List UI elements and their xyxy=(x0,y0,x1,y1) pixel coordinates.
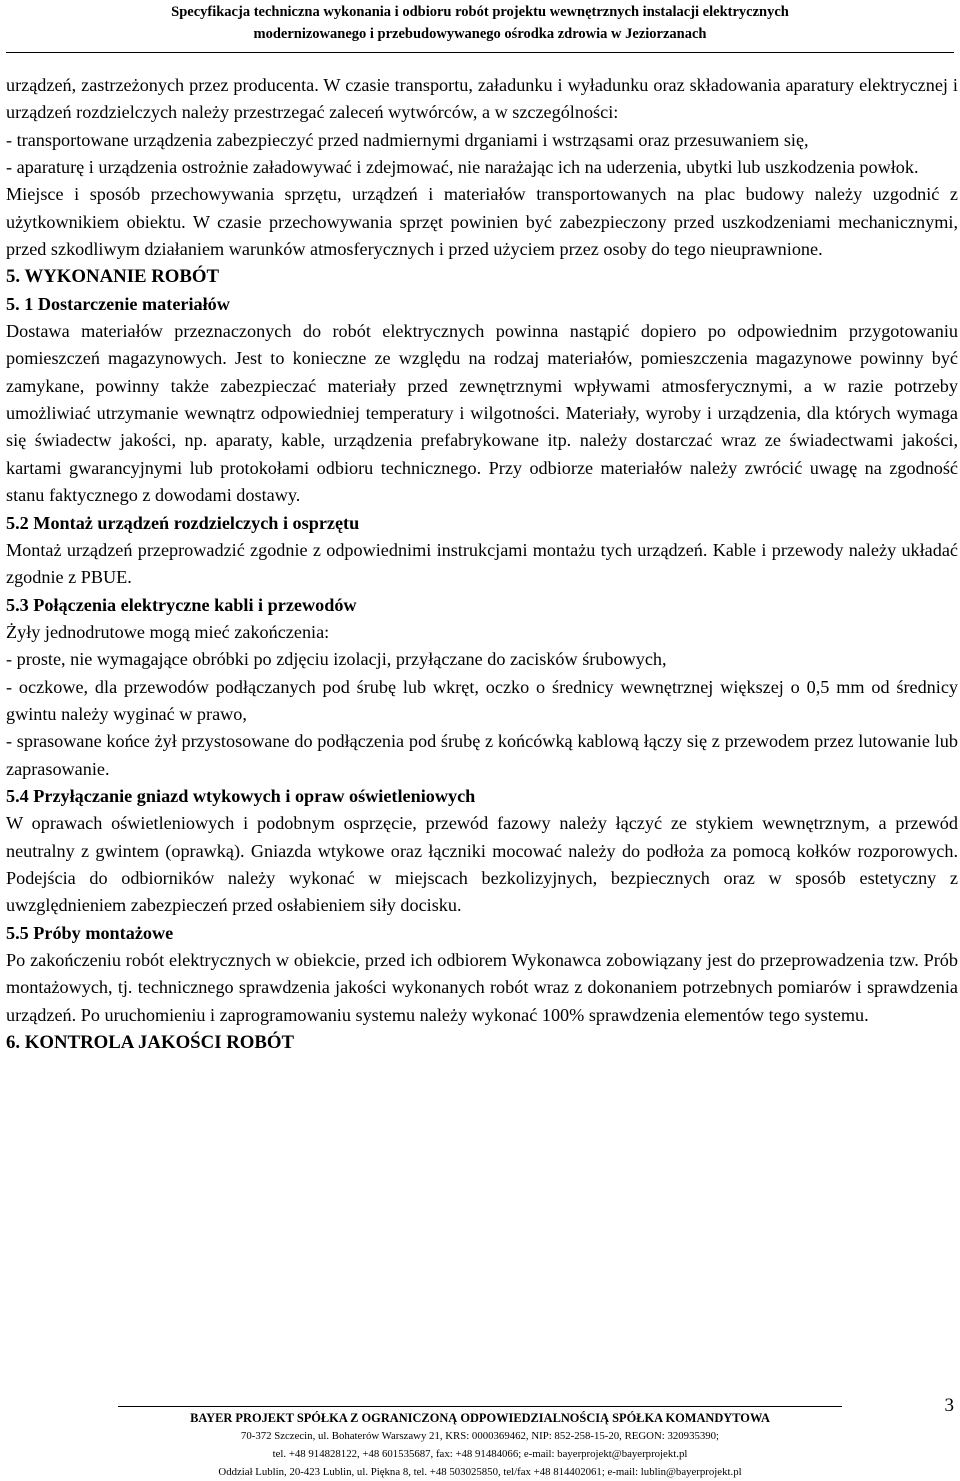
subsection-heading-5-2: 5.2 Montaż urządzeń rozdzielczych i osprzętu xyxy=(6,512,360,533)
subsection-heading-5-5: 5.5 Próby montażowe xyxy=(6,922,174,943)
paragraph-5-3-intro: Żyły jednodrutowe mogą mieć zakończenia: xyxy=(6,621,330,642)
paragraph-transport-intro: urządzeń, zastrzeżonych przez producenta. W czasie transportu, załadunku i wyładunku oraz składowania aparatury elektrycznej i urządzeń rozdzielczych należy przestrzegać zaleceń wytwórców, a w szczególności: xyxy=(6,75,958,123)
footer-branch-line: Oddział Lublin, 20-423 Lublin, ul. Piękna 8, tel. +48 503025850, tel/fax +48 814402061; e-mail: lublin@bayerprojekt.pl xyxy=(218,1466,742,1478)
footer-contact-line: tel. +48 914828122, +48 601535687, fax: +48 91484066; e-mail: bayerprojekt@bayerprojekt.pl xyxy=(272,1448,688,1460)
page-footer xyxy=(0,1409,960,1481)
list-item-5-3-crimped: - sprasowane końce żył przystosowane do podłączenia pod śrubę z końcówką kablową łączy się z przewodem przez lutowanie lub zaprasowanie. xyxy=(6,731,958,779)
list-item-5-3-straight: - proste, nie wymagające obróbki po zdjęciu izolacji, przyłączane do zacisków śrubowych, xyxy=(6,649,667,670)
section-heading-6: 6. KONTROLA JAKOŚCI ROBÓT xyxy=(6,1032,295,1054)
footer-company-name: BAYER PROJEKT SPÓŁKA Z OGRANICZONĄ ODPOWIEDZIALNOŚCIĄ SPÓŁKA KOMANDYTOWA xyxy=(190,1411,770,1425)
list-item-transport-handling: - aparaturę i urządzenia ostrożnie załadowywać i zdejmować, nie narażając ich na uderzenia, ubytki lub uszkodzenia powłok. xyxy=(6,157,919,178)
paragraph-5-2: Montaż urządzeń przeprowadzić zgodnie z odpowiednimi instrukcjami montażu tych urządzeń. Kable i przewody należy układać zgodnie z PBUE. xyxy=(6,539,958,588)
header-title-line-1: Specyfikacja techniczna wykonania i odbioru robót projektu wewnętrznych instalacji elektrycznych xyxy=(171,4,789,20)
list-item-transport-vibration: - transportowane urządzenia zabezpieczyć przed nadmiernymi drganiami i wstrząsami oraz przesuwaniem się, xyxy=(6,129,809,150)
document-body xyxy=(6,72,958,1056)
section-heading-5: 5. WYKONANIE ROBÓT xyxy=(6,266,220,288)
paragraph-5-4: W oprawach oświetleniowych i podobnym osprzęcie, przewód fazowy należy łączyć ze stykiem wewnętrznym, a przewód neutralny z gwintem (oprawką). Gniazda wtykowe oraz łączniki mocować należy do podłoża za pomocą kołków rozporowych. Podejścia do odbiorników należy wykonać w miejscach bezkolizyjnych, bezpiecznych oraz w sposób estetyczny z uwzględnieniem zabezpieczeń przed osłabieniem siły docisku. xyxy=(6,813,958,916)
paragraph-storage: Miejsce i sposób przechowywania sprzętu, urządzeń i materiałów transportowanych na plac budowy należy uzgodnić z użytkownikiem obiektu. W czasie przechowywania sprzęt powinien być zabezpieczony przed uszkodzeniami mechanicznymi, przed szkodliwym działaniem warunków atmosferycznych i przed użyciem przez osoby do tego nieuprawnione. xyxy=(6,184,958,260)
page-number: 3 xyxy=(944,1395,954,1416)
footer-divider xyxy=(118,1406,842,1407)
page-header xyxy=(0,0,960,45)
paragraph-5-5: Po zakończeniu robót elektrycznych w obiekcie, przed ich odbiorem Wykonawca zobowiązany jest do przeprowadzenia tzw. Prób montażowych, tj. technicznego sprawdzenia jakości wykonanych robót wraz z dokonaniem potrzebnych pomiarów i sprawdzenia urządzeń. Po uruchomieniu i zaprogramowaniu systemu należy wykonać 100% sprawdzenia elementów tego systemu. xyxy=(6,950,958,1025)
subsection-heading-5-1: 5. 1 Dostarczenie materiałów xyxy=(6,293,230,314)
list-item-5-3-eyelet: - oczkowe, dla przewodów podłączanych pod śrubę lub wkręt, oczko o średnicy wewnętrznej większej o 0,5 mm od średnicy gwintu należy wyginać w prawo, xyxy=(6,676,958,724)
subsection-heading-5-3: 5.3 Połączenia elektryczne kabli i przewodów xyxy=(6,594,357,615)
subsection-heading-5-4: 5.4 Przyłączanie gniazd wtykowych i opraw oświetleniowych xyxy=(6,785,476,806)
paragraph-5-1: Dostawa materiałów przeznaczonych do robót elektrycznych powinna nastąpić dopiero po odpowiednim przygotowaniu pomieszczeń magazynowych. Jest to konieczne ze względu na rodzaj materiałów, pomieszczenia magazynowe powinny być zamykane, powinny także zabezpieczać materiały przed zewnętrznymi wpływami atmosferycznymi, a w razie potrzeby umożliwiać utrzymanie wewnątrz odpowiedniej temperatury i wilgotności. Materiały, wyroby i urządzenia, dla których wymaga się świadectw jakości, np. aparaty, kable, urządzenia prefabrykowane itp. należy dostarczać wraz ze świadectwami jakości, kartami gwarancyjnymi lub protokołami odbioru technicznego. Przy odbiorze materiałów należy zwrócić uwagę na zgodność stanu faktycznego z dowodami dostawy. xyxy=(6,321,958,506)
footer-address-line: 70-372 Szczecin, ul. Bohaterów Warszawy 21, KRS: 0000369462, NIP: 852-258-15-20, REGON: 320935390; xyxy=(240,1430,720,1442)
header-title-line-2: modernizowanego i przebudowywanego ośrodka zdrowia w Jeziorzanach xyxy=(253,26,707,42)
header-divider xyxy=(6,52,954,53)
